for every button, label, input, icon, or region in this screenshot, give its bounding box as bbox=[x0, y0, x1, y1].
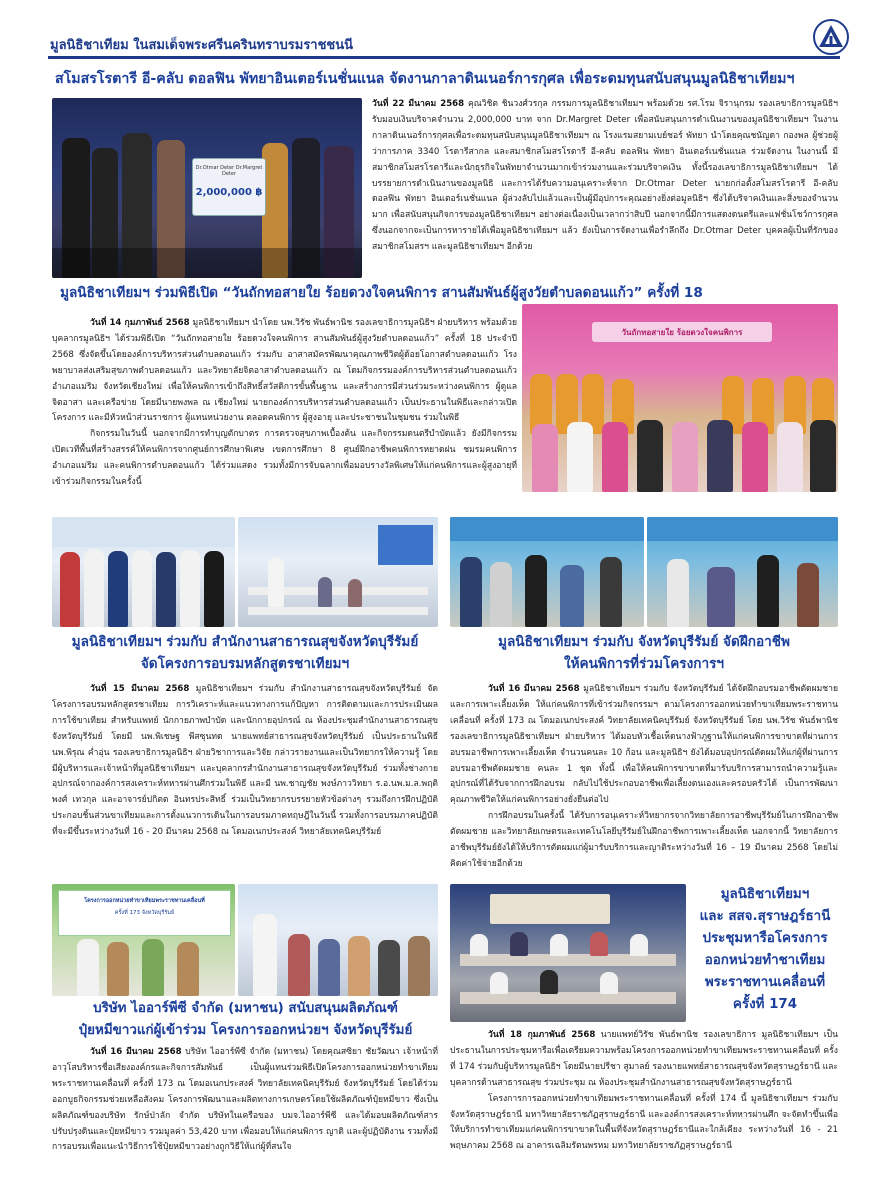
article6-title-line2: และ สสจ.สุราษฎร์ธานี bbox=[699, 909, 831, 924]
article5-text: บริษัท ไออาร์พีซี จำกัด (มหาชน) โดยคุณสซิยา ชัยวัฒนา เจ้าหน้าที่อาวุโสบริหารชื่อเสียงองค์กรและกิจการสัมพันธ์ เป็นผู้แทนร่วมพิธีเปิดโครงการออกหน่วยทำขาเทียมพระราชทานเคลื่อนที่ ครั้งที่ 173 ณ โดมอเนกประสงค์ วิทยาลัยเทคนิคบุรีรัมย์ จังหวัดบุรีรัมย์ โดยได้ร่วมออกบูธกิจกรรมช่วยเหลือสังคม โครงการพัฒนาและผลิตทางการเกษตรโดยใช้ผลิตภัณฑ์ปุ๋ยหมีขาว ซึ่งเป็นผลิตภัณฑ์ของบริษัท รักษ์ป่าลัก จำกัด บริษัทในเครือของ บมจ.ไออาร์พีซี และได้มอบผลิตภัณฑ์สารปรับปรุงดินและปุ๋ยหมีขาว รวมมูลค่า 53,420 บาท เพื่อมอบให้แก่คนพิการ ญาติ และผู้ปฏิบัติงาน รวมทั้งมีการอบรมเพื่อแนะนำวิธีการใช้ปุ๋ยหมีขาวอย่างถูกวิธีให้แก่ผู้ที่สนใจ bbox=[52, 1047, 438, 1153]
article2-body bbox=[52, 316, 517, 496]
article4-text: มูลนิธิชาเทียมฯ ร่วมกับ จังหวัดบุรีรัมย์ ได้จัดฝึกอบรมอาชีพตัดผมชายและการเพาะเลี้ยงเห็ด ให้แก่คนพิการที่เข้าร่วมกิจกรรมฯ ตามโครงการออกหน่วยทำขาเทียมพระราชทานเคลื่อนที่ ครั้งที่ 173 ณ โดมอเนกประสงค์ วิทยาลัยเทคนิคบุรีรัมย์ จังหวัดบุรีรัมย์ โดย นพ.วิรัช พันธ์พานิช รองเลขาธิการมูลนิธิชาเทียมฯ ฝ่ายบริหาร ได้มอบหัวเชื้อเห็ดนางฟ้าภูฐานให้แก่คนพิการขาขาดที่ผ่านการอบรมอาชีพการเพาะเลี้ยงเห็ด จำนวนคนละ 10 ก้อน และมูลนิธิฯ ยังได้มอบอุปกรณ์ตัดผมให้แก่ผู้ที่ผ่านการอบรมอาชีพตัดผมชาย คนละ 1 ชุด ทั้งนี้ เพื่อให้คนพิการขาขาดที่มารับบริการสามารถนำความรู้และอุปกรณ์ที่ได้รับจากการฝึกอบรม กลับไปใช้ประกอบอาชีพเพื่อเลี้ยงตนเองและครอบครัวได้ เป็นการพัฒนาคุณภาพชีวิตให้แก่คนพิการอย่างยั่งยืนต่อไป bbox=[450, 684, 838, 806]
article2-photo-banner: วันถักทอสายใย ร้อยดวงใจคนพิการ bbox=[621, 328, 743, 337]
article4-body bbox=[450, 682, 838, 878]
article6-title-line6: ครั้งที่ 174 bbox=[732, 997, 798, 1012]
article6-title-line4: ออกหน่วยทำชาเทียม bbox=[704, 953, 826, 968]
article1-photo bbox=[52, 98, 362, 278]
article3-title-line2: จัดโครงการอบรมหลักสูตรชาเทียมฯ bbox=[140, 656, 350, 672]
article2-photo bbox=[522, 304, 838, 492]
article6-text: นายแพทย์วิรัช พันธ์พานิช รองเลขาธิการ มูลนิธิชาเทียมฯ เป็นประธานในการประชุมหารือเพื่อเตรียมความพร้อมโครงการออกหน่วยทำขาเทียมพระราชทานเคลื่อนที่ ครั้งที่ 174 ร่วมกับผู้บริหารมูลนิธิฯ โดยมีนายปรีชา สูมาลย์ รองนายแพทย์สาธารณสุขจังหวัดสุราษฎร์ธานี และบุคลากรด้านสาธารณสุข ร่วมประชุม ณ ห้องประชุมสำนักงานสาธารณสุขจังหวัดสุราษฎร์ธานี bbox=[450, 1030, 838, 1088]
article5-photo-booth bbox=[238, 884, 438, 996]
article5-photo-handover bbox=[52, 884, 235, 996]
article2-title: มูลนิธิชาเทียมฯ ร่วมพิธีเปิด “วันถักทอสายใย ร้อยดวงใจคนพิการ สานสัมพันธ์ผู้สูงวัยตำบลดอนแก้ว” ครั้งที่ 18 bbox=[60, 285, 703, 301]
donation-board-amount: 2,000,000 ฿ bbox=[195, 187, 263, 198]
article3-date: วันที่ 15 มีนาคม 2568 bbox=[90, 684, 190, 694]
article1-body bbox=[372, 97, 838, 281]
article6-body bbox=[450, 1028, 838, 1180]
article5-photo-board bbox=[58, 890, 231, 936]
donation-board-names: Dr.Otmar Deter Dr.Margret Deter bbox=[195, 165, 263, 177]
article1-text: คุณวิชิต ชินวงศ์วรกุล กรรมการมูลนิธิชาเทียมฯ พร้อมด้วย รศ.โรม จิรานุกรม รองเลขาธิการมูลนิธิฯ รับมอบเงินบริจาคจำนวน 2,000,000 บาท จาก Dr.Margret Deter เพื่อสนับสนุนการดำเนินงานของมูลนิธิชาเทียมฯ ในงานกาลาดินเนอร์การกุศลเพื่อระดมทุนสนับสนุนมูลนิธิชาเทียมฯ ณ โรงแรมสยามเบย์ชอร์ พัทยา นำโดยคุณชนัญดา กองพล ผู้ช่วยผู้ว่าการภาค 3340 โรตารีสากล และสมาชิกสโมสรโรตารี อี-คลับ ดอลฟิน พัทยา อินเตอร์เนชั่นแนล ร่วมจัดงาน ในงานนี้ มีสมาชิกสโมสรโรตารีและนักธุรกิจในพัทยาจำนวนมากเข้าร่วมงานและร่วมบริจาคเงิน ทั้งนี้รองเลขาธิการมูลนิธิชาเทียมฯ ได้บรรยายการดำเนินงานของมูลนิธิ และการได้รับความอนุเคราะห์จาก Dr.Otmar Deter นายกก่อตั้งสโมสรโรตารี อี-คลับ ดอลฟิน พัทยา อินเตอร์เนชั่นแนล ผู้ล่วงลับไปแล้วและเป็นผู้มีอุปการะคุณอย่างยิ่งต่อมูลนิธิฯ ซึ่งได้บริจาคเงินและสิ่งของจำนวนมาก เพื่อสนับสนุนกิจการของมูลนิธิชาเทียมฯ อย่างต่อเนื่องเป็นเวลากว่าสิบปี นอกจากนี้มีการแสดงดนตรีและแฟชั่นโชว์การกุศล ซึ่งนอกจากจะเป็นการหารายได้เพื่อมูลนิธิชาเทียมฯ แล้ว ยังเป็นการจัดงานเพื่อรำลึกถึง Dr.Otmar Deter บุคคลผู้เป็นที่รักของสมาชิกสโมสรฯ และมูลนิธิชาเทียมฯ อีกด้วย bbox=[372, 99, 838, 253]
article6-title-line1: มูลนิธิชาเทียมฯ bbox=[720, 887, 810, 902]
article3-title-line1: มูลนิธิชาเทียมฯ ร่วมกับ สำนักงานสาธารณสุขจังหวัดบุรีรัมย์ bbox=[71, 634, 419, 650]
article4-photo-training bbox=[647, 517, 838, 627]
article5-title bbox=[48, 998, 443, 1042]
article4-title-line1: มูลนิธิชาเทียมฯ ร่วมกับ จังหวัดบุรีรัมย์ จัดฝึกอาชีพ bbox=[497, 634, 790, 650]
article5-body bbox=[52, 1045, 438, 1177]
article2-date: วันที่ 14 กุมภาพันธ์ 2568 bbox=[90, 318, 190, 328]
article4-photo-haircut bbox=[450, 517, 644, 627]
article2-text1: มูลนิธิชาเทียมฯ นำโดย นพ.วิรัช พันธ์พานิช รองเลขาธิการมูลนิธิฯ ฝ่ายบริหาร พร้อมด้วยบุคลากรมูลนิธิฯ ได้ร่วมพิธีเปิด “วันถักทอสายใย ร้อยดวงใจคนพิการ สานสัมพันธ์ผู้สูงวัยตำบลดอนแก้ว” ครั้งที่ 18 ประจำปี 2568 ซึ่งจัดขึ้นโดยองค์การบริหารส่วนตำบลดอนแก้ว ร่วมกับ อาสาสมัครพัฒนาคุณภาพชีวิตผู้ด้อยโอกาสตำบลดอนแก้ว โรงพยาบาลส่งเสริมสุขภาพตำบลดอนแก้ว และวิทยาลัยจิตอาสาตำบลดอนแก้ว ณ โดมกิจกรรมองค์การบริหารส่วนตำบลดอนแก้ว อำเภอแม่ริม จังหวัดเชียงใหม่ เพื่อให้คนพิการเข้าถึงสิทธิ์สวัสดิการขั้นพื้นฐาน และสร้างการมีส่วนร่วมระหว่างคนพิการ ผู้ดูแล จิตอาสา และเครือข่าย โดยมีนายพงพล ณ เชียงใหม่ นายกองค์การบริหารส่วนตำบลดอนแก้ว เป็นประธานในพิธีและกล่าวเปิดโครงการ และมีหัวหน้าส่วนราชการ ผู้แทนหน่วยงาน ตลอดคนพิการ ผู้สูงอายุ และประชาชนในชุมชน ร่วมในพิธี bbox=[52, 318, 517, 424]
article6-text2: โครงการการออกหน่วยทำขาเทียมพระราชทานเคลื่อนที่ ครั้งที่ 174 นี้ มูลนิธิชาเทียมฯ ร่วมกับจังหวัดสุราษฎร์ธานี มหาวิทยาลัยราชภัฏสุราษฎร์ธานี และองค์การสงเคราะห์ทหารผ่านศึก จะจัดทำขึ้นเพื่อให้บริการทำขาเทียมแก่คนพิการขาขาดในพื้นที่จังหวัดสุราษฎร์ธานีและใกล้เคียง ระหว่างวันที่ 16 - 21 พฤษภาคม 2568 ณ อาคารเฉลิมรัตนพรหม มหาวิทยาลัยราชภัฏสุราษฎร์ธานี bbox=[450, 1093, 838, 1152]
article5-board-line1: โครงการออกหน่วยทำขาเทียมพระราชทานเคลื่อนที่ bbox=[84, 898, 205, 904]
article6-title-line3: ประชุมหารือโครงการ bbox=[702, 931, 828, 946]
donation-board bbox=[192, 158, 266, 216]
article6-date: วันที่ 18 กุมภาพันธ์ 2568 bbox=[488, 1030, 596, 1040]
article4-title-line2: ให้คนพิการที่ร่วมโครงการฯ bbox=[563, 656, 725, 672]
article5-title-line2: ปุ๋ยหมีขาวแก่ผู้เข้าร่วม โครงการออกหน่วยฯ จังหวัดบุรีรัมย์ bbox=[78, 1023, 413, 1038]
article3-photo-group bbox=[52, 517, 235, 627]
header-rule bbox=[48, 56, 840, 59]
article3-photo-lecture bbox=[238, 517, 438, 627]
article5-board-line2: ครั้งที่ 173 จังหวัดบุรีรัมย์ bbox=[114, 910, 175, 916]
article4-title bbox=[448, 631, 840, 675]
article6-title-line5: พระราชทานเคลื่อนที่ bbox=[704, 975, 826, 990]
article4-date: วันที่ 16 มีนาคม 2568 bbox=[488, 684, 580, 694]
article2-text2: กิจกรรมในวันนี้ นอกจากมีการทำบุญตักบาตร การตรวจสุขภาพเบื้องต้น และกิจกรรมดนตรีบำบัดแล้ว ยังมีกิจกรรมเปิดเวทีพื้นที่สร้างสรรค์ให้คนพิการจากศูนย์การศึกษาพิเศษ เขตการศึกษา 8 ศูนย์ฝึกอาชีพคนพิการหยาดฝน ชมรมคนพิการอำเภอแม่ริม และคนพิการตำบลดอนแก้ว ได้ร่วมแสดง รวมทั้งมีการจับฉลากเพื่อมอบรางวัลพิเศษให้แก่คนพิการและผู้สูงอายุที่เข้าร่วมกิจกรรมในครั้งนี้ bbox=[52, 429, 517, 488]
article3-title bbox=[50, 631, 440, 675]
article3-body bbox=[52, 682, 438, 862]
page-header-title: มูลนิธิชาเทียม ในสมเด็จพระศรีนครินทราบรมราชชนนี bbox=[50, 38, 354, 53]
article5-title-line1: บริษัท ไออาร์พีซี จำกัด (มหาชน) สนับสนุนผลิตภัณฑ์ bbox=[93, 1001, 398, 1016]
article4-text2: การฝึกอบรมในครั้งนี้ ได้รับการอนุเคราะห์วิทยากรจากวิทยาลัยการอาชีพบุรีรัมย์ในการฝึกอาชีพตัดผมชาย และวิทยาลัยเกษตรและเทคโนโลยีบุรีรัมย์ในฝึกอาชีพการเพาะเลี้ยงเห็ด นอกจากนี้ วิทยาลัยการอาชีพบุรีรัมย์ยังได้ให้บริการตัดผมแก่ผู้มารับบริการและญาติระหว่างวันที่ 16 – 19 มีนาคม 2568 โดยไม่คิดค่าใช้จ่ายอีกด้วย bbox=[450, 811, 838, 869]
article6-photo-meeting bbox=[450, 884, 686, 1022]
article6-title bbox=[690, 884, 840, 1016]
article1-title: สโมสรโรตารี อี-คลับ ดอลฟิน พัทยาอินเตอร์เนชั่นแนล จัดงานกาลาดินเนอร์การกุศล เพื่อระดมทุนสนับสนุนมูลนิธิชาเทียมฯ bbox=[55, 71, 795, 87]
article3-text: มูลนิธิชาเทียมฯ ร่วมกับ สำนักงานสาธารณสุขจังหวัดบุรีรัมย์ จัดโครงการอบรมหลักสูตรชาเทียม การวิเคราะห์และแนวทางการแก้ปัญหา การติดตามและการประเมินผลการใช้ขาเทียม สำหรับแพทย์ นักกายภาพบำบัด และนักกายอุปกรณ์ ณ ห้องประชุมสำนักงานสาธารณสุขจังหวัดบุรีรัมย์ โดยมี นพ.พิเชษฐ พีสซุนทด นายแพทย์สาธารณสุขจังหวัดบุรีรัมย์ เป็นประธานในพิธี นพ.พิรุณ ค่ำอุ่น รองเลขาธิการมูลนิธิฯ ฝ่ายวิชาการและวิจัย กล่าวรายงานและเป็นวิทยากรให้ความรู้ โดยมีผู้บริหารและเจ้าหน้าที่มูลนิธิชาเทียมฯ และบุคลากรสำนักงานสาธารณสุขจังหวัดบุรีรัมย์ ร่วมทั้งช่างกายอุปกรณ์จากองค์การสงเคราะห์ทหารผ่านศึกร่วมในพิธี และมี นพ.ชาญชัย พงษ์ภาววิทยา ร.อ.นพ.ม.ล.พฤติพงศ์ เทวกุล และอาจารย์ปกิตต อินทรประสิทธิ์ ร่วมเป็นวิทยากรบรรยายหัวข้อต่างๆ รวมถึงการฝึกปฏิบัติประกอบชิ้นส่วนขาเทียมและการตั้งแนวการเดินในการอบรมภาคทฤษฎีในวันนี้ รวมทั้งการอบรมภาคปฏิบัติที่จะมีขึ้นระหว่างวันที่ 16 - 20 มีนาคม 2568 ณ โดมอเนกประสงค์ วิทยาลัยเทคนิคบุรีรัมย์ bbox=[52, 684, 438, 838]
article1-date: วันที่ 22 มีนาคม 2568 bbox=[372, 99, 465, 109]
article5-date: วันที่ 16 มีนาคม 2568 bbox=[90, 1047, 182, 1057]
foundation-logo bbox=[812, 18, 850, 56]
